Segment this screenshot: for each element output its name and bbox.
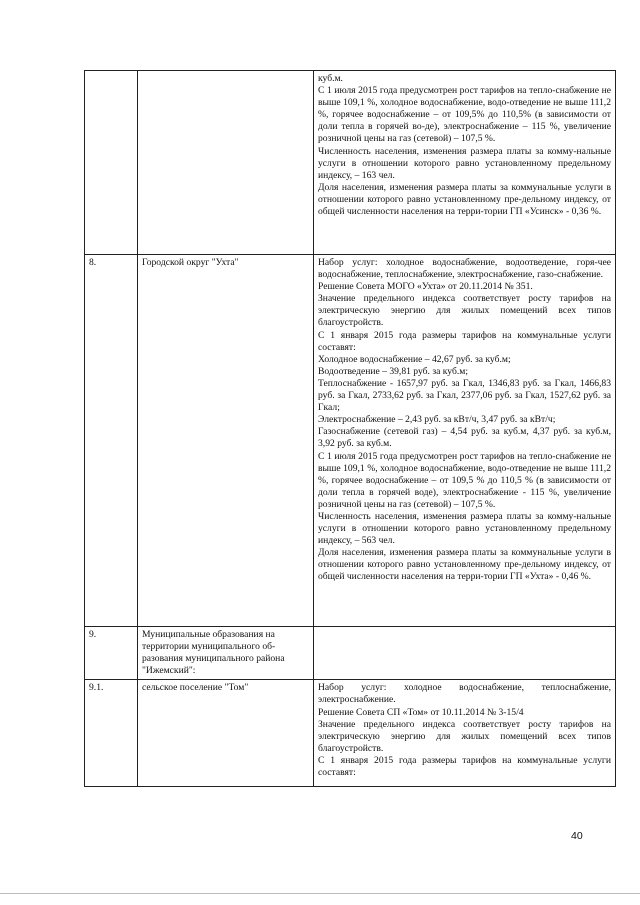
row-number: 9. bbox=[85, 627, 138, 680]
row-number: 9.1. bbox=[85, 680, 138, 787]
detail-line: Набор услуг: холодное водоснабжение, водоотведение, горя-чее водоснабжение, теплоснабжение, электроснабжение, газо-снабжение. bbox=[318, 257, 611, 281]
table-row bbox=[85, 680, 616, 787]
detail-line: Доля населения, изменения размера платы за коммунальные услуги в отношении которого равно установленному пре-дельному индексу, от общей численности населения на терри-тории ГП «Усинск» - 0,36 %. bbox=[318, 181, 611, 218]
detail-line: С 1 января 2015 года размеры тарифов на коммунальные услуги составят: bbox=[318, 329, 611, 353]
tariff-details bbox=[314, 627, 616, 680]
row-number: 8. bbox=[85, 255, 138, 627]
detail-line: Набор услуг: холодное водоснабжение, теплоснабжение, электроснабжение. bbox=[318, 682, 611, 706]
table-row bbox=[85, 71, 616, 255]
detail-line: Электроснабжение – 2,43 руб. за кВт/ч, 3,47 руб. за кВт/ч; bbox=[318, 414, 556, 426]
detail-line: Значение предельного индекса соответствует росту тарифов на электрическую энергию для жилых помещений всех типов благоустройств. bbox=[318, 293, 611, 329]
page-bottom-edge bbox=[0, 893, 640, 894]
municipality-name bbox=[138, 71, 314, 255]
municipality-name: Городской округ "Ухта" bbox=[138, 255, 314, 627]
detail-line: Холодное водоснабжение – 42,67 руб. за куб.м; bbox=[318, 353, 511, 365]
detail-line: Численность населения, изменения размера платы за комму-нальные услуги в отношении которого равно установленному предельному индексу, – 563 чел. bbox=[318, 510, 611, 547]
tariff-details bbox=[314, 71, 616, 255]
detail-line: Водоотведение – 39,81 руб. за куб.м; bbox=[318, 365, 468, 377]
municipality-name: Муниципальные образования на территории муниципального об-разования муниципального района "Ижемский": bbox=[138, 627, 314, 680]
tariff-details bbox=[314, 255, 616, 627]
row-number bbox=[85, 71, 138, 255]
detail-line: Теплоснабжение - 1657,97 руб. за Гкал, 1346,83 руб. за Гкал, 1466,83 руб. за Гкал, 2733,62 руб. за Гкал, 2377,06 руб. за Гкал, 1527,62 руб. за Гкал; bbox=[318, 377, 611, 414]
table-row bbox=[85, 627, 616, 680]
detail-line: Решение Совета СП «Том» от 10.11.2014 № 3-15/4 bbox=[318, 706, 524, 718]
tariff-details bbox=[314, 680, 616, 787]
detail-line: С 1 июля 2015 года предусмотрен рост тарифов на тепло-снабжение не выше 109,1 %, холодное водоснабжение, водо-отведение не выше 111,2 %, горячее водоснабжение – от 109,5 % до 110,5 % (в зависимости от доли тепла в горячей воде), электроснабжение - 115 %, увеличение розничной цены на газ (сетевой) – 107,5 %. bbox=[318, 450, 611, 510]
detail-line: Численность населения, изменения размера платы за комму-нальные услуги в отношении которого равно установленному предельному индексу, – 163 чел. bbox=[318, 145, 611, 181]
detail-line: С 1 июля 2015 года предусмотрен рост тарифов на тепло-снабжение не выше 109,1 %, холодное водоснабжение, водо-отведение не выше 111,2 %, горячее водоснабжение – от 109,5% до 110,5% (в зависимости от доли тепла в горячей во-де), электроснабжение – 115 %, увеличение розничной цены на газ (сетевой) – 107,5 %. bbox=[318, 85, 611, 145]
detail-line: С 1 января 2015 года размеры тарифов на коммунальные услуги составят: bbox=[318, 754, 611, 779]
page-number: 40 bbox=[571, 830, 583, 842]
detail-line: Газоснабжение (сетевой газ) – 4,54 руб. за куб.м, 4,37 руб. за куб.м, 3,92 руб. за куб.м. bbox=[318, 426, 611, 450]
detail-line: Доля населения, изменения размера платы за коммунальные услуги в отношении которого равно установленному пре-дельному индексу, от общей численности населения на терри-тории ГП «Ухта» - 0,46 %. bbox=[318, 547, 611, 583]
tariff-table bbox=[84, 70, 616, 787]
detail-line: куб.м. bbox=[318, 73, 343, 84]
detail-line: Значение предельного индекса соответствует росту тарифов на электрическую энергию для жилых помещений всех типов благоустройств. bbox=[318, 718, 611, 754]
detail-line: Решение Совета МОГО «Ухта» от 20.11.2014 № 351. bbox=[318, 281, 533, 293]
municipality-name: сельское поселение "Том" bbox=[138, 680, 314, 787]
table-row bbox=[85, 255, 616, 627]
